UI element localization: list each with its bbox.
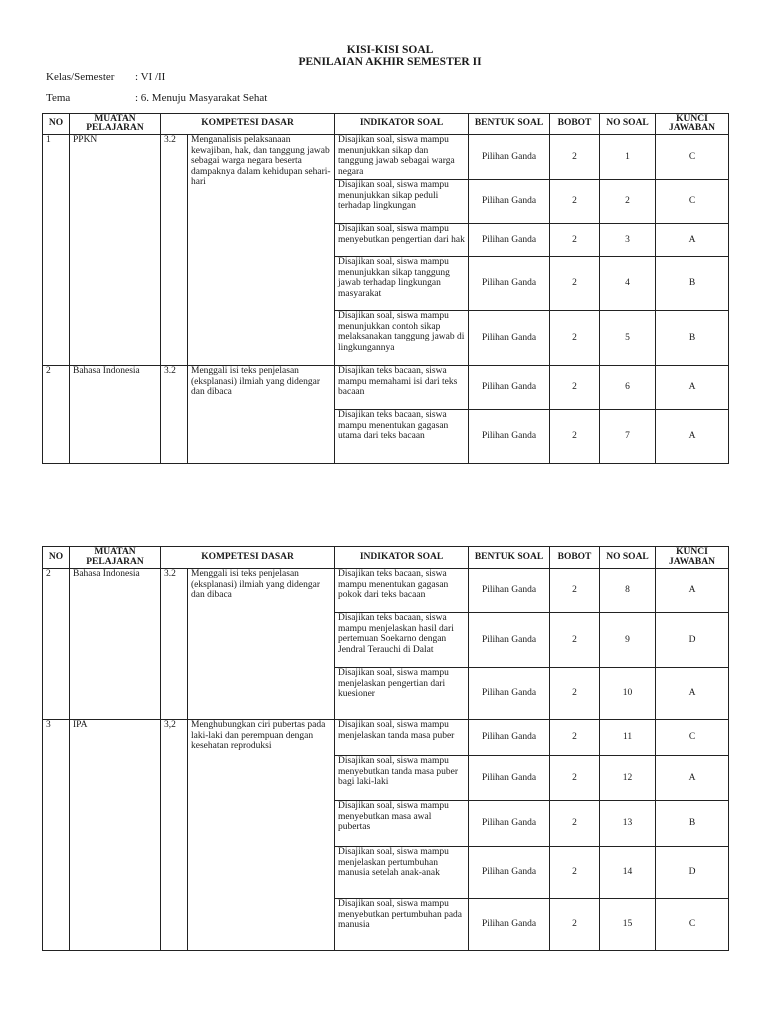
- row-no-soal: 9: [600, 613, 656, 668]
- row-muatan: IPA: [70, 720, 161, 951]
- row-kunci: A: [656, 366, 729, 410]
- row-no-soal: 2: [600, 180, 656, 224]
- header-muatan: MUATAN PELAJARAN: [70, 547, 161, 569]
- row-kd-number: 3,2: [161, 720, 188, 951]
- row-muatan: Bahasa Indonesia: [70, 366, 161, 464]
- row-kunci: A: [656, 569, 729, 613]
- row-bentuk: Pilihan Ganda: [469, 847, 550, 899]
- row-kunci: A: [656, 756, 729, 801]
- tema-value: : 6. Menuju Masyarakat Sehat: [135, 92, 268, 104]
- row-no-soal: 4: [600, 257, 656, 311]
- row-indikator: Disajikan soal, siswa mampu menyebutkan masa awal pubertas: [335, 801, 469, 847]
- header-muatan: MUATAN PELAJARAN: [70, 114, 161, 135]
- row-kompetensi: Menghubungkan ciri pubertas pada laki-laki dan perempuan dengan kesehatan reproduksi: [188, 720, 335, 951]
- row-kd-number: 3.2: [161, 366, 188, 464]
- row-bobot: 2: [550, 410, 600, 464]
- row-indikator: Disajikan soal, siswa mampu menunjukkan sikap dan tanggung jawab sebagai warga negara: [335, 135, 469, 180]
- table-row: [43, 569, 729, 613]
- row-bentuk: Pilihan Ganda: [469, 224, 550, 257]
- row-bobot: 2: [550, 720, 600, 756]
- kisi-kisi-table-2: [42, 546, 729, 951]
- row-indikator: Disajikan soal, siswa mampu menunjukkan sikap peduli terhadap lingkungan: [335, 180, 469, 224]
- row-bentuk: Pilihan Ganda: [469, 720, 550, 756]
- row-bobot: 2: [550, 311, 600, 366]
- document-subtitle: PENILAIAN AKHIR SEMESTER II: [298, 56, 482, 68]
- row-bobot: 2: [550, 224, 600, 257]
- header-bentuk: BENTUK SOAL: [469, 114, 550, 135]
- row-no: 2: [43, 366, 70, 464]
- header-no: NO: [43, 114, 70, 135]
- row-bentuk: Pilihan Ganda: [469, 899, 550, 951]
- header-no: NO: [43, 547, 70, 569]
- row-bobot: 2: [550, 135, 600, 180]
- row-bentuk: Pilihan Ganda: [469, 180, 550, 224]
- row-bobot: 2: [550, 668, 600, 720]
- header-kunci: KUNCI JAWABAN: [656, 547, 729, 569]
- row-indikator: Disajikan soal, siswa mampu menjelaskan pengertian dari kuesioner: [335, 668, 469, 720]
- row-kunci: B: [656, 311, 729, 366]
- header-indikator: INDIKATOR SOAL: [335, 114, 469, 135]
- row-bentuk: Pilihan Ganda: [469, 410, 550, 464]
- row-kunci: A: [656, 410, 729, 464]
- row-no-soal: 3: [600, 224, 656, 257]
- row-kompetensi: Menganalisis pelaksanaan kewajiban, hak, dan tanggung jawab sebagai warga negara beserta dampaknya dalam kehidupan sehari-hari: [188, 135, 335, 366]
- row-muatan: PPKN: [70, 135, 161, 366]
- row-no-soal: 8: [600, 569, 656, 613]
- table-row: [43, 366, 729, 410]
- row-kunci: A: [656, 668, 729, 720]
- row-bentuk: Pilihan Ganda: [469, 135, 550, 180]
- row-muatan: Bahasa Indonesia: [70, 569, 161, 720]
- row-no: 1: [43, 135, 70, 366]
- row-kunci: C: [656, 899, 729, 951]
- row-kunci: A: [656, 224, 729, 257]
- row-no: 2: [43, 569, 70, 720]
- table-header-row: [43, 114, 729, 135]
- header-kompetensi: KOMPETESI DASAR: [161, 114, 335, 135]
- row-indikator: Disajikan soal, siswa mampu menyebutkan pengertian dari hak: [335, 224, 469, 257]
- row-kunci: B: [656, 801, 729, 847]
- row-kunci: D: [656, 613, 729, 668]
- row-no-soal: 10: [600, 668, 656, 720]
- header-bentuk: BENTUK SOAL: [469, 547, 550, 569]
- row-indikator: Disajikan soal, siswa mampu menjelaskan pertumbuhan manusia setelah anak-anak: [335, 847, 469, 899]
- header-kompetensi: KOMPETESI DASAR: [161, 547, 335, 569]
- header-no-soal: NO SOAL: [600, 547, 656, 569]
- kisi-kisi-table-1: [42, 113, 729, 464]
- row-no-soal: 13: [600, 801, 656, 847]
- row-bobot: 2: [550, 801, 600, 847]
- row-bobot: 2: [550, 756, 600, 801]
- row-no-soal: 14: [600, 847, 656, 899]
- table-row: [43, 135, 729, 180]
- row-bentuk: Pilihan Ganda: [469, 756, 550, 801]
- row-indikator: Disajikan teks bacaan, siswa mampu memahami isi dari teks bacaan: [335, 366, 469, 410]
- row-bentuk: Pilihan Ganda: [469, 569, 550, 613]
- row-bobot: 2: [550, 257, 600, 311]
- row-no-soal: 11: [600, 720, 656, 756]
- row-indikator: Disajikan teks bacaan, siswa mampu menjelaskan hasil dari pertemuan Soekarno dengan Jendral Terauchi di Dalat: [335, 613, 469, 668]
- row-kompetensi: Menggali isi teks penjelasan (eksplanasi) ilmiah yang didengar dan dibaca: [188, 569, 335, 720]
- row-kunci: B: [656, 257, 729, 311]
- row-kunci: D: [656, 847, 729, 899]
- row-bobot: 2: [550, 899, 600, 951]
- row-bentuk: Pilihan Ganda: [469, 613, 550, 668]
- row-no-soal: 6: [600, 366, 656, 410]
- row-bentuk: Pilihan Ganda: [469, 257, 550, 311]
- header-kunci: KUNCI JAWABAN: [656, 114, 729, 135]
- table-row: [43, 720, 729, 756]
- row-indikator: Disajikan teks bacaan, siswa mampu menentukan gagasan utama dari teks bacaan: [335, 410, 469, 464]
- row-indikator: Disajikan soal, siswa mampu menunjukkan sikap tanggung jawab terhadap lingkungan masyarakat: [335, 257, 469, 311]
- row-no-soal: 15: [600, 899, 656, 951]
- header-bobot: BOBOT: [550, 114, 600, 135]
- row-bobot: 2: [550, 569, 600, 613]
- row-indikator: Disajikan soal, siswa mampu menjelaskan tanda masa puber: [335, 720, 469, 756]
- row-no-soal: 5: [600, 311, 656, 366]
- row-bobot: 2: [550, 847, 600, 899]
- header-indikator: INDIKATOR SOAL: [335, 547, 469, 569]
- row-bentuk: Pilihan Ganda: [469, 668, 550, 720]
- header-bobot: BOBOT: [550, 547, 600, 569]
- kelas-label: Kelas/Semester: [46, 71, 115, 83]
- tema-label: Tema: [46, 92, 71, 104]
- row-kunci: C: [656, 720, 729, 756]
- row-bentuk: Pilihan Ganda: [469, 311, 550, 366]
- row-kd-number: 3.2: [161, 135, 188, 366]
- row-bobot: 2: [550, 613, 600, 668]
- row-kd-number: 3.2: [161, 569, 188, 720]
- document-title: KISI-KISI SOAL: [346, 44, 434, 56]
- row-indikator: Disajikan teks bacaan, siswa mampu menentukan gagasan pokok dari teks bacaan: [335, 569, 469, 613]
- row-indikator: Disajikan soal, siswa mampu menunjukkan contoh sikap melaksanakan tanggung jawab di lingkungannya: [335, 311, 469, 366]
- row-no-soal: 7: [600, 410, 656, 464]
- kelas-value: : VI /II: [135, 71, 166, 83]
- row-no-soal: 1: [600, 135, 656, 180]
- row-kunci: C: [656, 180, 729, 224]
- header-no-soal: NO SOAL: [600, 114, 656, 135]
- row-bobot: 2: [550, 366, 600, 410]
- row-bentuk: Pilihan Ganda: [469, 801, 550, 847]
- row-kompetensi: Menggali isi teks penjelasan (eksplanasi) ilmiah yang didengar dan dibaca: [188, 366, 335, 464]
- table-header-row: [43, 547, 729, 569]
- row-bentuk: Pilihan Ganda: [469, 366, 550, 410]
- row-indikator: Disajikan soal, siswa mampu menyebutkan tanda masa puber bagi laki-laki: [335, 756, 469, 801]
- row-no: 3: [43, 720, 70, 951]
- row-bobot: 2: [550, 180, 600, 224]
- row-no-soal: 12: [600, 756, 656, 801]
- row-kunci: C: [656, 135, 729, 180]
- row-indikator: Disajikan soal, siswa mampu menyebutkan pertumbuhan pada manusia: [335, 899, 469, 951]
